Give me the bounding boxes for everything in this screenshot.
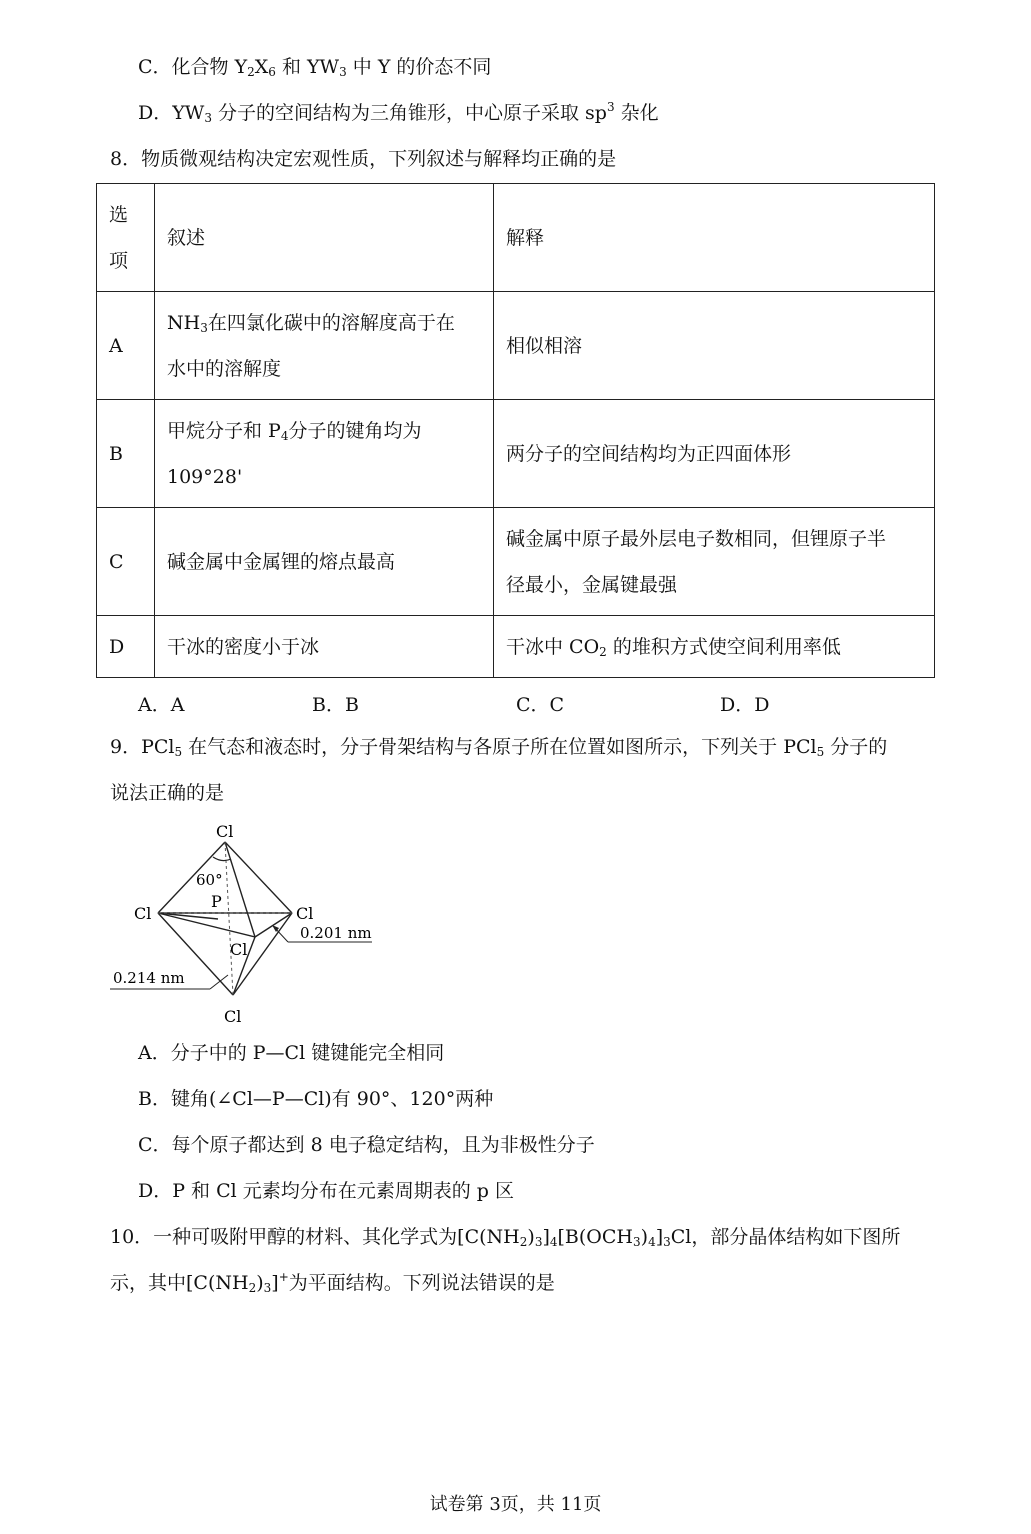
- pcl5-structure-figure: [100, 815, 390, 1030]
- row-statement: 甲烷分子和 $P_4$分子的键角均为 109°28': [155, 400, 494, 508]
- q8-choice-c: C．C: [516, 694, 565, 716]
- p-atom-label: P: [211, 892, 222, 911]
- q8-choice-a: A．A: [138, 694, 185, 716]
- table-row: [97, 616, 935, 678]
- q8-choice-b: B．B: [312, 694, 359, 716]
- axial-distance-label: 0.214 nm: [113, 969, 185, 987]
- header-option: 选 项: [97, 184, 155, 292]
- cl-bottom-label: Cl: [224, 1007, 242, 1026]
- row-option: C: [97, 508, 155, 616]
- q8-stem: 8．物质微观结构决定宏观性质，下列叙述与解释均正确的是: [110, 148, 617, 170]
- q7-option-c: C．化合物 $Y_2X_6$ 和 $YW_3$ 中 Y 的价态不同: [138, 56, 492, 79]
- q9-stem-line1: 9．PCl$_5$ 在气态和液态时，分子骨架结构与各原子所在位置如图所示，下列关于 PCl$_5$ 分子的: [110, 736, 888, 759]
- angle-label: 60°: [196, 871, 223, 889]
- row-explanation: 相似相溶: [494, 292, 935, 400]
- q9-option-c: C．每个原子都达到 8 电子稳定结构，且为非极性分子: [138, 1134, 595, 1156]
- q9-option-d: D．P 和 Cl 元素均分布在元素周期表的 p 区: [138, 1180, 514, 1202]
- cl-right-label: Cl: [296, 904, 314, 923]
- table-row: [97, 400, 935, 508]
- row-option: A: [97, 292, 155, 400]
- row-explanation: 两分子的空间结构均为正四面体形: [494, 400, 935, 508]
- header-statement: 叙述: [155, 184, 494, 292]
- q7-option-d: D．$YW_3$ 分子的空间结构为三角锥形，中心原子采取 $sp^3$ 杂化: [138, 100, 659, 125]
- equatorial-distance-label: 0.201 nm: [300, 924, 372, 942]
- table-row: [97, 508, 935, 616]
- q9-stem-line2: 说法正确的是: [110, 782, 225, 804]
- cl-left-label: Cl: [134, 904, 152, 923]
- q8-table: [96, 183, 935, 678]
- row-explanation: 碱金属中原子最外层电子数相同，但锂原子半 径最小，金属键最强: [494, 508, 935, 616]
- q8-choice-d: D．D: [720, 694, 770, 716]
- page-footer: 试卷第 3页，共 11页: [429, 1494, 602, 1515]
- table-header-row: [97, 184, 935, 292]
- q9-option-a: A．分子中的 P—Cl 键键能完全相同: [138, 1042, 445, 1064]
- row-option: B: [97, 400, 155, 508]
- q9-option-b: B．键角(∠Cl—P—Cl)有 90°、120°两种: [138, 1088, 494, 1110]
- cl-top-label: Cl: [216, 822, 234, 841]
- row-statement: 干冰的密度小于冰: [155, 616, 494, 678]
- table-row: [97, 292, 935, 400]
- q10-stem-line1: 10．一种可吸附甲醇的材料、其化学式为$[C(NH_2)_3]_4[B(OCH_3)_4]_3Cl$，部分晶体结构如下图所: [110, 1226, 901, 1249]
- q10-stem-line2: 示，其中$[C(NH_2)_3]^+$为平面结构。下列说法错误的是: [110, 1270, 555, 1295]
- row-explanation: 干冰中 $CO_2$ 的堆积方式使空间利用率低: [494, 616, 935, 678]
- row-statement: 碱金属中金属锂的熔点最高: [155, 508, 494, 616]
- header-explanation: 解释: [494, 184, 935, 292]
- row-option: D: [97, 616, 155, 678]
- row-statement: $NH_3$在四氯化碳中的溶解度高于在 水中的溶解度: [155, 292, 494, 400]
- cl-center-label: Cl: [230, 940, 248, 959]
